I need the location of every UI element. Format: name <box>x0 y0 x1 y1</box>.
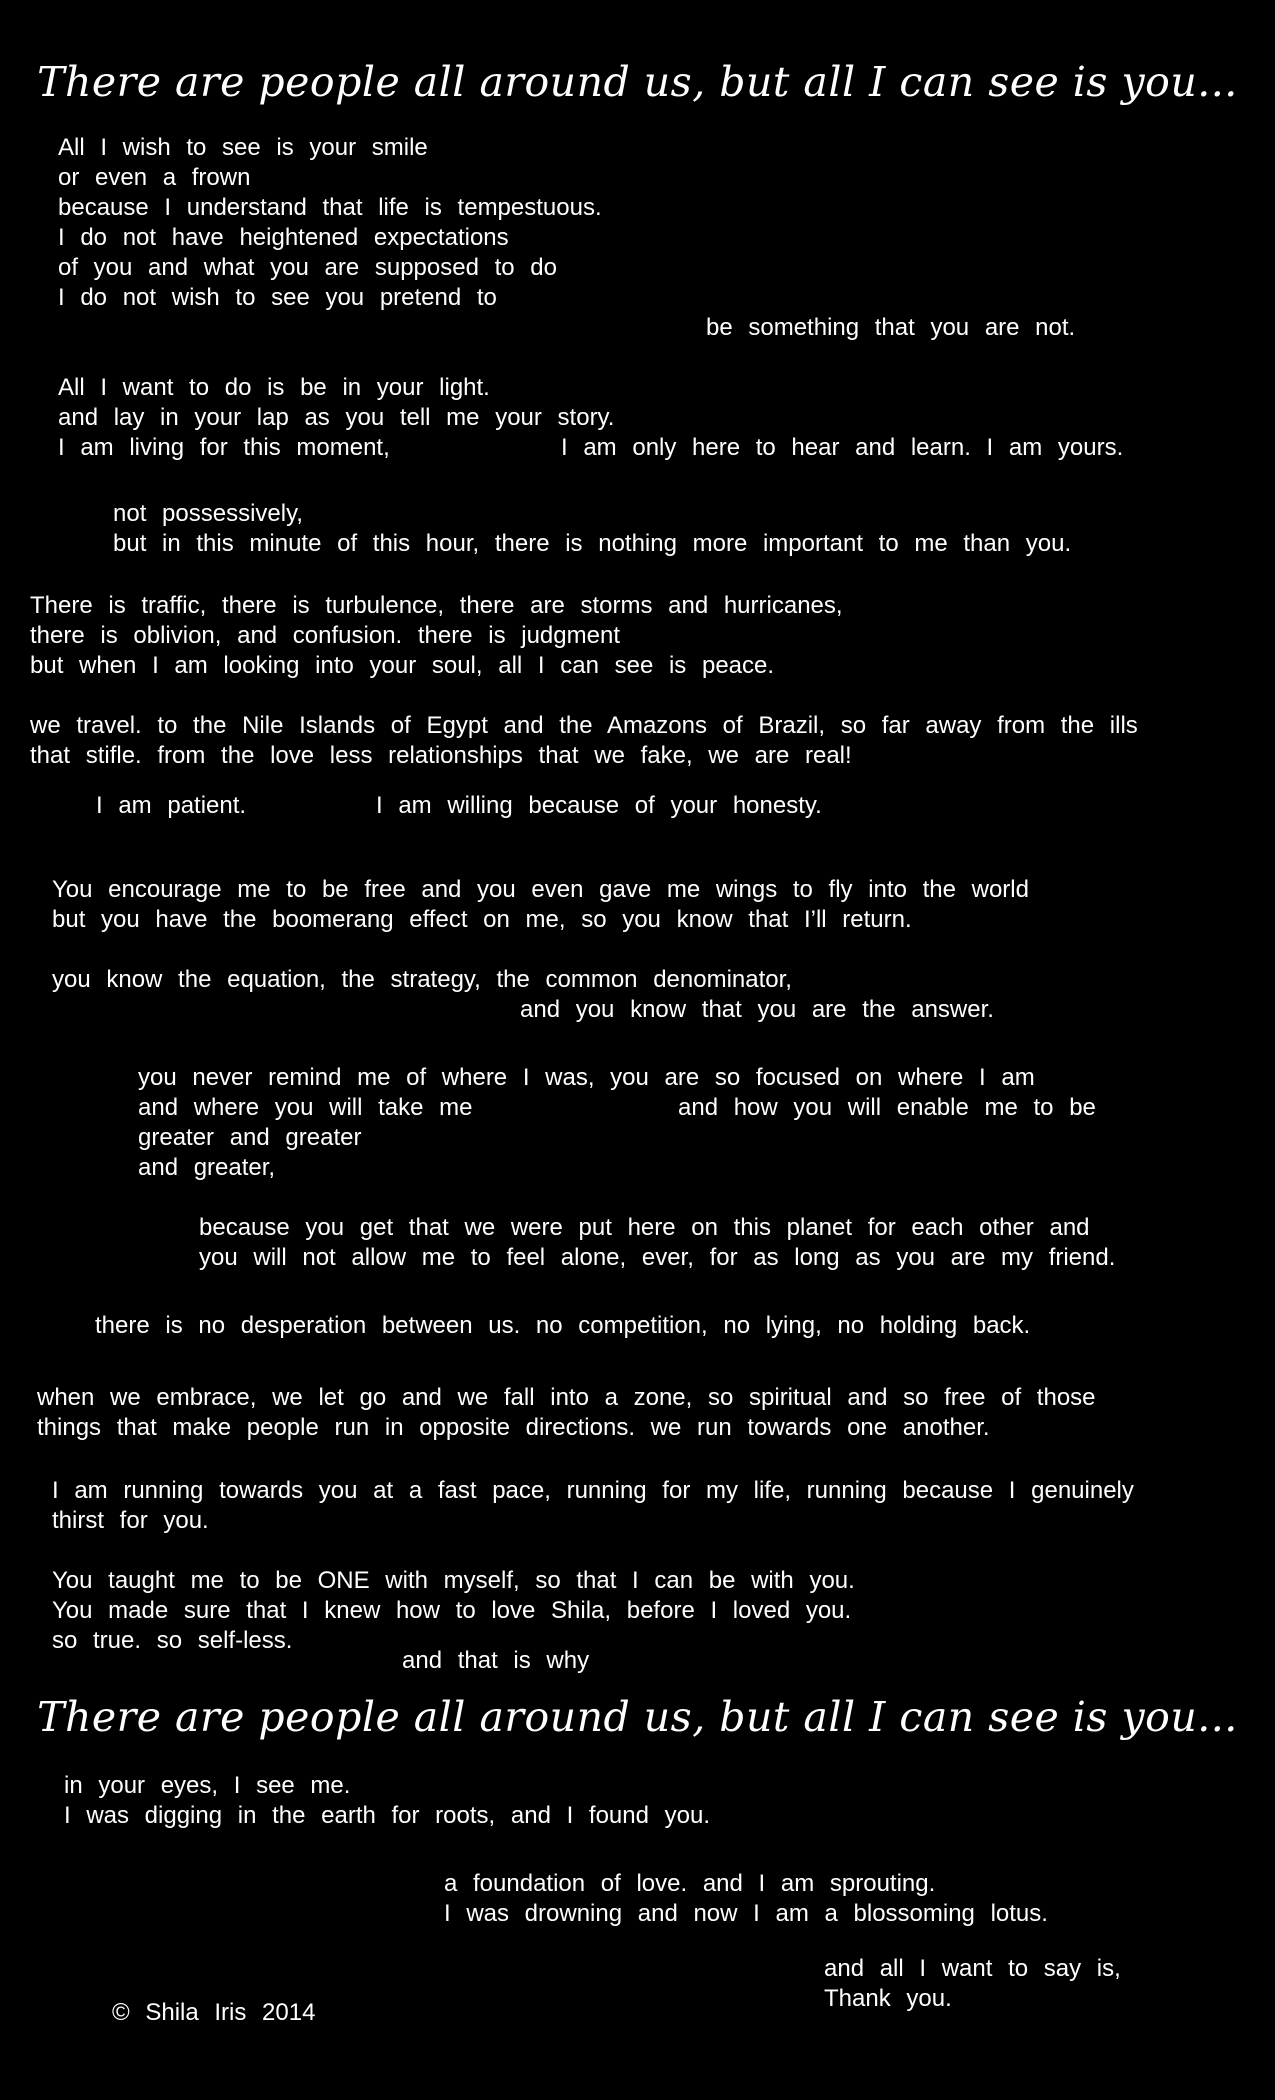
poem-line: Thank you. <box>824 1985 952 2012</box>
poem-line: because you get that we were put here on this planet for each other and <box>199 1214 1090 1241</box>
poem-line: There is traffic, there is turbulence, there are storms and hurricanes, <box>30 592 843 619</box>
poem-line: and that is why <box>402 1647 590 1674</box>
poem-line: of you and what you are supposed to do <box>58 254 557 281</box>
poem-line: thirst for you. <box>52 1507 209 1534</box>
poem-line: and how you will enable me to be <box>678 1094 1096 1121</box>
poem-line: we travel. to the Nile Islands of Egypt and the Amazons of Brazil, so far away from the ills <box>30 712 1138 739</box>
poem-line: I am living for this moment, <box>58 434 390 461</box>
poem-line: All I wish to see is your smile <box>58 134 428 161</box>
poem-line: but you have the boomerang effect on me, so you know that I’ll return. <box>52 906 912 933</box>
poem-line: I am patient. <box>96 792 247 819</box>
poem-line: and greater, <box>138 1154 276 1181</box>
poem-line: but when I am looking into your soul, all I can see is peace. <box>30 652 775 679</box>
poem-line: I do not have heightened expectations <box>58 224 509 251</box>
poem-line: there is no desperation between us. no competition, no lying, no holding back. <box>95 1312 1031 1339</box>
poem-line: in your eyes, I see me. <box>64 1772 351 1799</box>
poem-line: but in this minute of this hour, there is nothing more important to me than you. <box>113 530 1072 557</box>
poem-line: I was digging in the earth for roots, and I found you. <box>64 1802 711 1829</box>
poem-line: when we embrace, we let go and we fall into a zone, so spiritual and so free of those <box>37 1384 1096 1411</box>
poem-line: a foundation of love. and I am sprouting. <box>444 1870 936 1897</box>
poem-line: be something that you are not. <box>706 314 1076 341</box>
poem-line: and all I want to say is, <box>824 1955 1121 1982</box>
poem-line: you will not allow me to feel alone, ever, for as long as you are my friend. <box>199 1244 1116 1271</box>
poem-line: I was drowning and now I am a blossoming lotus. <box>444 1900 1048 1927</box>
poem-line: and where you will take me <box>138 1094 473 1121</box>
poem-line: you know the equation, the strategy, the common denominator, <box>52 966 792 993</box>
poem-line: You taught me to be ONE with myself, so that I can be with you. <box>52 1567 855 1594</box>
poem-line: I do not wish to see you pretend to <box>58 284 497 311</box>
poem-line: You made sure that I knew how to love Shila, before I loved you. <box>52 1597 852 1624</box>
poem-line: greater and greater <box>138 1124 362 1151</box>
poem-line: I am only here to hear and learn. I am yours. <box>561 434 1124 461</box>
poem-line: All I want to do is be in your light. <box>58 374 490 401</box>
copyright-notice: © Shila Iris 2014 <box>112 1999 316 2026</box>
poem-line: things that make people run in opposite directions. we run towards one another. <box>37 1414 990 1441</box>
poem-line: You encourage me to be free and you even gave me wings to fly into the world <box>52 876 1029 903</box>
poem-line: not possessively, <box>113 500 303 527</box>
poem-line: I am willing because of your honesty. <box>376 792 822 819</box>
poem-title-repeat: There are people all around us, but all I can see is you... <box>37 1693 1238 1741</box>
poem-line: so true. so self-less. <box>52 1627 293 1654</box>
poem-line: I am running towards you at a fast pace, running for my life, running because I genuinely <box>52 1477 1134 1504</box>
poem-line: or even a frown <box>58 164 251 191</box>
poem-line: there is oblivion, and confusion. there is judgment <box>30 622 620 649</box>
poem-line: and you know that you are the answer. <box>520 996 994 1023</box>
poem-line: because I understand that life is tempestuous. <box>58 194 602 221</box>
poem-title: There are people all around us, but all I can see is you... <box>37 58 1238 106</box>
poem-line: you never remind me of where I was, you are so focused on where I am <box>138 1064 1035 1091</box>
poem-line: that stifle. from the love less relationships that we fake, we are real! <box>30 742 852 769</box>
poem-line: and lay in your lap as you tell me your story. <box>58 404 615 431</box>
